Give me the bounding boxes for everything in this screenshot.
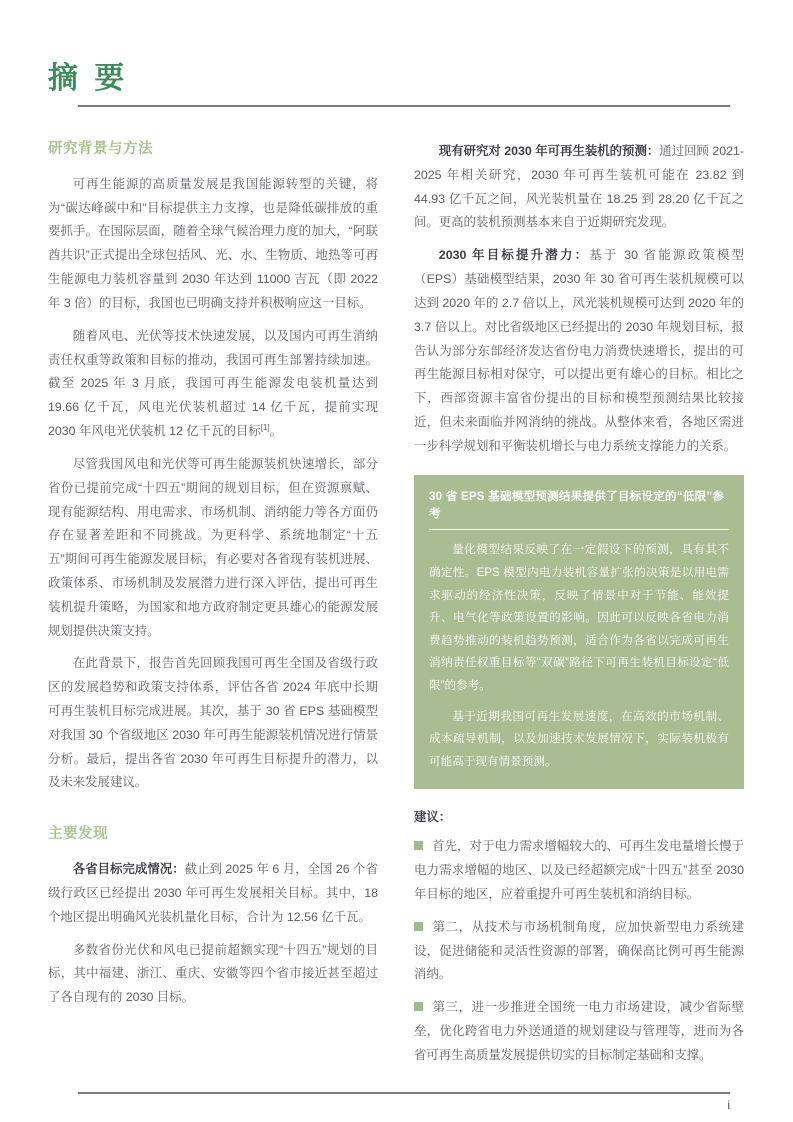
page-number: i — [727, 1098, 730, 1112]
callout-box-eps-lower-bound — [414, 475, 744, 790]
citation-marker-1: [1] — [260, 422, 270, 432]
square-bullet-icon — [414, 1002, 423, 1011]
recommendations-heading: 建议： — [414, 810, 452, 825]
square-bullet-icon — [414, 922, 423, 931]
recommendation-item-3-text: 第三，进一步推进全国统一电力市场建设，减少省际壁垒，优化跨省电力外送通道的规划建设与管理等，进而为各省可再生高质量发展提供切实的目标制定基础和支撑。 — [414, 1000, 744, 1062]
paragraph-background-2-tail: 。 — [269, 424, 283, 439]
paragraph-finding-2: 多数省份光伏和风电已提前超额实现“十四五”规划的目标，其中福建、浙江、重庆、安徽等四个省市接近甚至超过了各自现有的 2030 目标。 — [48, 942, 378, 1005]
paragraph-finding-1 — [48, 858, 378, 929]
paragraph-finding-1-lead: 各省目标完成情况： — [72, 862, 185, 877]
paragraph-background-1: 可再生能源的高质量发展是我国能源转型的关键，将为“碳达峰碳中和”目标提供主力支撑，也是降低碳排放的重要抓手。在国际层面，随着全球气候治理力度的加大，“阿联酋共识”正式提出全球包括风、光、水、生物质、地热等可再生能源电力装机容量到 2030 年达到 11000 吉瓦（即 2022 年 3 倍）的目标，我国也已明确支持并积极响应这一目标。 — [48, 176, 378, 310]
paragraph-background-3: 尽管我国风电和光伏等可再生能源装机快速增长，部分省份已提前完成“十四五”期间的规划目标，但在资源禀赋、现有能源结构、用电需求、市场机制、消纳能力等各方面仍存在显著差距和不同挑战。为更科学、系统地制定“十五五”期间可再生能源发展目标，有必要对各省现有装机进展、政策体系、市场机制及发展潜力进行深入评估，提出可再生装机提升策略，为国家和地方政府制定更具雄心的能源发展规划提供决策支持。 — [48, 456, 378, 638]
title-divider — [78, 105, 730, 107]
recommendation-item-1-text: 首先，对于电力需求增幅较大的、可再生发电量增长慢于电力需求增幅的地区、以及已经超额完成“十四五”甚至 2030 年目标的地区，应着重提升可再生装机和消纳目标。 — [414, 839, 744, 901]
square-bullet-icon — [414, 841, 423, 850]
recommendation-item-2 — [414, 916, 744, 987]
paragraph-target-uplift-potential — [414, 244, 744, 458]
recommendation-item-1 — [414, 835, 744, 906]
right-column — [414, 140, 744, 1077]
page-title: 摘 要 — [48, 62, 129, 96]
recommendation-item-3 — [414, 996, 744, 1067]
paragraph-forecast-lead: 现有研究对 2030 年可再生装机的预测： — [438, 144, 660, 158]
footer-divider — [78, 1092, 730, 1094]
paragraph-background-2 — [48, 325, 378, 444]
paragraph-finding-1-text: 截止到 2025 年 6 月，全国 26 个省级行政区已经提出 2030 年可再生发展相关目标。其中，18 个地区提出明确风光装机量化目标，合计为 12.56 亿千瓦。 — [48, 862, 378, 924]
section-heading-background-method: 研究背景与方法 — [48, 141, 153, 157]
callout-paragraph-1: 量化模型结果反映了在一定假设下的预测，具有其不确定性。EPS 模型内电力装机容量扩张的决策是以用电需求驱动的经济性决策，反映了情景中对于节能、能效提升、电气化等政策设置的影响。因此可以反映各省电力消费趋势推动的装机趋势预测，适合作为各省以完成可再生消纳责任权重目标等“双碳”路径下可再生装机目标设定“低限”的参考。 — [429, 543, 729, 692]
paragraph-background-2-text: 随着风电、光伏等技术快速发展，以及国内可再生消纳责任权重等政策和目标的推动，我国可再生部署持续加速。截至 2025 年 3 月底，我国可再生能源发电装机量达到 19.66 亿千瓦，风电光伏装机超过 14 亿千瓦，提前实现 2030 年风电光伏装机 12 亿千瓦的目标 — [48, 328, 378, 439]
paragraph-background-4: 在此背景下，报告首先回顾我国可再生全国及省级行政区的发展趋势和政策支持体系，评估各省 2024 年底中长期可再生装机目标完成进展。其次，基于 30 省 EPS 基础模型对我国 30 个省级地区 2030 年可再生能源装机情况进行情景分析。最后，提出各省 2030 年可再生目标提升的潜力，以及未来发展建议。 — [48, 656, 378, 790]
paragraph-forecast-existing-research — [414, 140, 744, 235]
callout-divider — [429, 529, 729, 530]
callout-paragraph-2: 基于近期我国可再生发展速度，在高效的市场机制、成本疏导机制，以及加速技术发展情况下，实际装机极有可能高于现有情景预测。 — [429, 709, 729, 768]
paragraph-uplift-text: 基于 30 省能源政策模型（EPS）基础模型结果，2030 年 30 省可再生装机规模可以达到 2020 年的 2.7 倍以上，风光装机规模可达到 2020 年的 3.7 倍以上。对比省级地区已经提出的 2030 年规划目标，报告认为部分东部经济发达省份电力消费快速增长，提出的可再生能源目标相对保守，可以提出更有雄心的目标。相比之下，西部资源丰富省份提出的目标和模型预测结果比较接近，但未来面临并网消纳的挑战。从整体来看，各地区需进一步科学规划和平衡装机增长与电力系统支撑能力的关系。 — [414, 248, 744, 453]
left-column — [48, 140, 378, 1019]
paragraph-forecast-text: 通过回顾 2021-2025 年相关研究，2030 年可再生装机可能在 23.82 到 44.93 亿千瓦之间，风光装机量在 18.25 到 28.20 亿千瓦之间。更高的装机预测基本来自于近期研究发现。 — [414, 144, 745, 230]
callout-title: 30 省 EPS 基础模型预测结果提供了目标设定的“低限”参考 — [429, 489, 725, 520]
section-heading-main-findings: 主要发现 — [48, 826, 108, 843]
paragraph-uplift-lead: 2030 年目标提升潜力： — [438, 248, 590, 263]
recommendation-item-2-text: 第二，从技术与市场机制角度，应加快新型电力系统建设，促进储能和灵活性资源的部署，确保高比例可再生能源消纳。 — [414, 919, 744, 982]
